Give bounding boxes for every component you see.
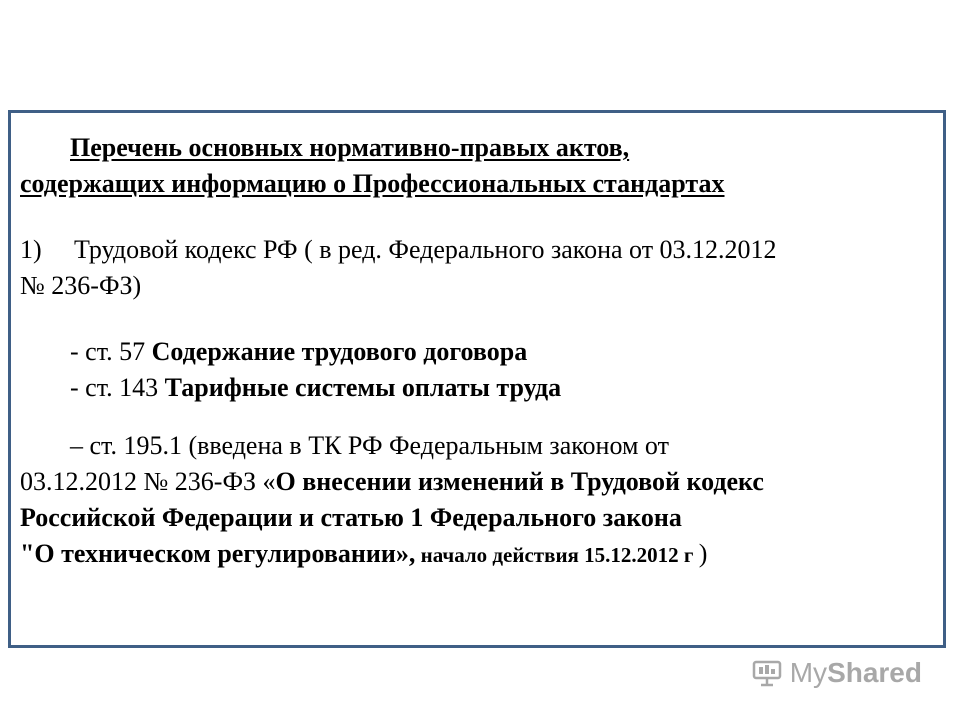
article-195-line-2-prefix: 03.12.2012 № 236-ФЗ « [20,467,276,496]
watermark-my: My [789,657,828,688]
document-title-line-1: Перечень основных нормативно-правых актов, [70,133,630,162]
list-item-1-text: Трудовой кодекс РФ ( в ред. Федерального закона от 03.12.2012 [74,235,777,264]
article-195-line-3: Российской Федерации и статью 1 Федерального закона [20,503,682,532]
spacer [20,304,945,334]
article-57-title: Содержание трудового договора [151,337,528,366]
spacer [20,202,945,232]
article-57-prefix: - ст. 57 [70,337,152,366]
list-item-number: 1) [20,235,42,264]
list-item-1-continuation: № 236-ФЗ) [20,271,142,300]
presentation-board-icon [752,659,782,687]
article-195-law-title-part-1: О внесении изменений в Трудовой кодекс [275,467,764,496]
watermark-text [790,657,922,689]
list-item-1 [20,232,945,268]
effective-date: начало действия 15.12.2012 г [415,543,699,567]
document-body [20,130,945,572]
article-143-prefix: - ст. 143 [70,373,165,402]
article-57 [20,334,945,370]
watermark-shared: Shared [827,657,922,688]
myshared-watermark [752,656,922,690]
article-195-line-2 [20,464,945,500]
article-195-line-1: – ст. 195.1 (введена в ТК РФ Федеральным законом от [70,431,669,460]
closing-paren: ) [698,539,708,568]
spacer [20,406,945,428]
article-195-law-title-part-2: "О техническом регулировании», [20,539,416,568]
document-title-line-2: содержащих информацию о Профессиональных стандартах [20,169,725,198]
article-143-title: Тарифные системы оплаты труда [164,373,562,402]
article-143 [20,370,945,406]
article-195-line-4 [20,536,945,572]
